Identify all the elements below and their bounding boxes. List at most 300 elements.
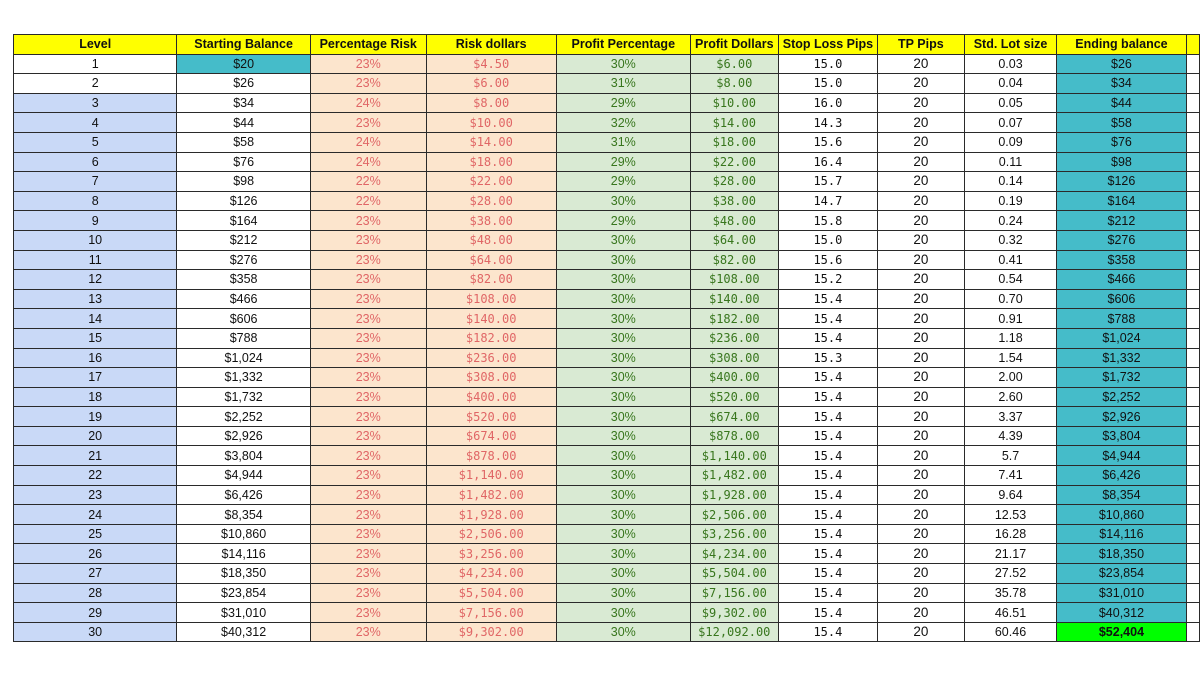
profit-dollars-cell[interactable]: $5,504.00 [690,564,778,584]
extra-column-cell[interactable] [1186,172,1199,192]
header-percentage-risk[interactable]: Percentage Risk [310,35,426,55]
profit-dollars-cell[interactable]: $22.00 [690,152,778,172]
percentage-risk-cell[interactable]: 23% [310,466,426,486]
risk-dollars-cell[interactable]: $878.00 [426,446,556,466]
std-lot-size-cell[interactable]: 0.32 [964,230,1057,250]
tp-pips-cell[interactable]: 20 [878,603,965,623]
profit-percentage-cell[interactable]: 31% [556,74,690,94]
header-starting-balance[interactable]: Starting Balance [177,35,310,55]
profit-percentage-cell[interactable]: 29% [556,93,690,113]
percentage-risk-cell[interactable]: 23% [310,74,426,94]
tp-pips-cell[interactable]: 20 [878,348,965,368]
ending-balance-cell[interactable]: $1,024 [1057,328,1186,348]
stop-loss-pips-cell[interactable]: 15.4 [778,446,877,466]
std-lot-size-cell[interactable]: 21.17 [964,544,1057,564]
tp-pips-cell[interactable]: 20 [878,524,965,544]
extra-column-cell[interactable] [1186,446,1199,466]
level-cell[interactable]: 8 [14,191,177,211]
level-cell[interactable]: 13 [14,289,177,309]
header-level[interactable]: Level [14,35,177,55]
extra-column-cell[interactable] [1186,191,1199,211]
tp-pips-cell[interactable]: 20 [878,544,965,564]
ending-balance-cell[interactable]: $8,354 [1057,485,1186,505]
extra-column-cell[interactable] [1186,54,1199,74]
extra-column-cell[interactable] [1186,564,1199,584]
starting-balance-cell[interactable]: $466 [177,289,310,309]
profit-dollars-cell[interactable]: $64.00 [690,230,778,250]
profit-dollars-cell[interactable]: $6.00 [690,54,778,74]
percentage-risk-cell[interactable]: 23% [310,485,426,505]
profit-percentage-cell[interactable]: 30% [556,485,690,505]
risk-dollars-cell[interactable]: $182.00 [426,328,556,348]
extra-column-cell[interactable] [1186,211,1199,231]
level-cell[interactable]: 29 [14,603,177,623]
level-cell[interactable]: 5 [14,132,177,152]
profit-dollars-cell[interactable]: $14.00 [690,113,778,133]
header-ending-balance[interactable]: Ending balance [1057,35,1186,55]
starting-balance-cell[interactable]: $164 [177,211,310,231]
percentage-risk-cell[interactable]: 23% [310,622,426,642]
profit-dollars-cell[interactable]: $236.00 [690,328,778,348]
stop-loss-pips-cell[interactable]: 14.7 [778,191,877,211]
tp-pips-cell[interactable]: 20 [878,466,965,486]
profit-dollars-cell[interactable]: $48.00 [690,211,778,231]
std-lot-size-cell[interactable]: 1.18 [964,328,1057,348]
profit-percentage-cell[interactable]: 30% [556,622,690,642]
profit-percentage-cell[interactable]: 30% [556,407,690,427]
starting-balance-cell[interactable]: $10,860 [177,524,310,544]
std-lot-size-cell[interactable]: 0.05 [964,93,1057,113]
tp-pips-cell[interactable]: 20 [878,93,965,113]
level-cell[interactable]: 18 [14,387,177,407]
tp-pips-cell[interactable]: 20 [878,505,965,525]
stop-loss-pips-cell[interactable]: 16.0 [778,93,877,113]
stop-loss-pips-cell[interactable]: 15.4 [778,505,877,525]
header-std-lot-size[interactable]: Std. Lot size [964,35,1057,55]
std-lot-size-cell[interactable]: 0.70 [964,289,1057,309]
profit-percentage-cell[interactable]: 31% [556,132,690,152]
ending-balance-cell[interactable]: $76 [1057,132,1186,152]
std-lot-size-cell[interactable]: 0.07 [964,113,1057,133]
level-cell[interactable]: 1 [14,54,177,74]
profit-percentage-cell[interactable]: 30% [556,54,690,74]
ending-balance-cell[interactable]: $58 [1057,113,1186,133]
starting-balance-cell[interactable]: $20 [177,54,310,74]
profit-percentage-cell[interactable]: 30% [556,603,690,623]
tp-pips-cell[interactable]: 20 [878,387,965,407]
std-lot-size-cell[interactable]: 46.51 [964,603,1057,623]
ending-balance-cell[interactable]: $98 [1057,152,1186,172]
risk-dollars-cell[interactable]: $108.00 [426,289,556,309]
extra-column-cell[interactable] [1186,230,1199,250]
profit-dollars-cell[interactable]: $520.00 [690,387,778,407]
profit-dollars-cell[interactable]: $3,256.00 [690,524,778,544]
tp-pips-cell[interactable]: 20 [878,485,965,505]
percentage-risk-cell[interactable]: 23% [310,368,426,388]
tp-pips-cell[interactable]: 20 [878,328,965,348]
starting-balance-cell[interactable]: $3,804 [177,446,310,466]
profit-dollars-cell[interactable]: $8.00 [690,74,778,94]
tp-pips-cell[interactable]: 20 [878,368,965,388]
std-lot-size-cell[interactable]: 35.78 [964,583,1057,603]
ending-balance-cell[interactable]: $212 [1057,211,1186,231]
percentage-risk-cell[interactable]: 24% [310,152,426,172]
profit-percentage-cell[interactable]: 30% [556,387,690,407]
ending-balance-cell[interactable]: $44 [1057,93,1186,113]
stop-loss-pips-cell[interactable]: 15.4 [778,524,877,544]
starting-balance-cell[interactable]: $23,854 [177,583,310,603]
risk-dollars-cell[interactable]: $7,156.00 [426,603,556,623]
percentage-risk-cell[interactable]: 23% [310,309,426,329]
profit-percentage-cell[interactable]: 30% [556,466,690,486]
risk-dollars-cell[interactable]: $4,234.00 [426,564,556,584]
profit-dollars-cell[interactable]: $38.00 [690,191,778,211]
percentage-risk-cell[interactable]: 23% [310,270,426,290]
starting-balance-cell[interactable]: $6,426 [177,485,310,505]
extra-column-cell[interactable] [1186,407,1199,427]
tp-pips-cell[interactable]: 20 [878,270,965,290]
profit-percentage-cell[interactable]: 30% [556,564,690,584]
extra-column-cell[interactable] [1186,466,1199,486]
risk-dollars-cell[interactable]: $140.00 [426,309,556,329]
percentage-risk-cell[interactable]: 23% [310,564,426,584]
profit-percentage-cell[interactable]: 30% [556,270,690,290]
profit-dollars-cell[interactable]: $140.00 [690,289,778,309]
level-cell[interactable]: 19 [14,407,177,427]
risk-dollars-cell[interactable]: $1,140.00 [426,466,556,486]
profit-percentage-cell[interactable]: 30% [556,191,690,211]
ending-balance-cell[interactable]: $10,860 [1057,505,1186,525]
risk-dollars-cell[interactable]: $14.00 [426,132,556,152]
std-lot-size-cell[interactable]: 0.24 [964,211,1057,231]
risk-dollars-cell[interactable]: $1,928.00 [426,505,556,525]
percentage-risk-cell[interactable]: 22% [310,172,426,192]
level-cell[interactable]: 28 [14,583,177,603]
extra-column-cell[interactable] [1186,152,1199,172]
tp-pips-cell[interactable]: 20 [878,289,965,309]
risk-dollars-cell[interactable]: $10.00 [426,113,556,133]
std-lot-size-cell[interactable]: 0.14 [964,172,1057,192]
percentage-risk-cell[interactable]: 23% [310,328,426,348]
level-cell[interactable]: 2 [14,74,177,94]
tp-pips-cell[interactable]: 20 [878,583,965,603]
profit-dollars-cell[interactable]: $1,140.00 [690,446,778,466]
std-lot-size-cell[interactable]: 0.41 [964,250,1057,270]
risk-dollars-cell[interactable]: $18.00 [426,152,556,172]
stop-loss-pips-cell[interactable]: 15.8 [778,211,877,231]
starting-balance-cell[interactable]: $2,252 [177,407,310,427]
profit-dollars-cell[interactable]: $1,482.00 [690,466,778,486]
percentage-risk-cell[interactable]: 23% [310,544,426,564]
profit-dollars-cell[interactable]: $28.00 [690,172,778,192]
percentage-risk-cell[interactable]: 23% [310,505,426,525]
percentage-risk-cell[interactable]: 23% [310,407,426,427]
std-lot-size-cell[interactable]: 1.54 [964,348,1057,368]
extra-column-cell[interactable] [1186,270,1199,290]
starting-balance-cell[interactable]: $606 [177,309,310,329]
percentage-risk-cell[interactable]: 22% [310,191,426,211]
stop-loss-pips-cell[interactable]: 15.2 [778,270,877,290]
percentage-risk-cell[interactable]: 24% [310,132,426,152]
tp-pips-cell[interactable]: 20 [878,152,965,172]
risk-dollars-cell[interactable]: $1,482.00 [426,485,556,505]
stop-loss-pips-cell[interactable]: 15.4 [778,583,877,603]
extra-column-cell[interactable] [1186,485,1199,505]
profit-percentage-cell[interactable]: 29% [556,211,690,231]
profit-dollars-cell[interactable]: $674.00 [690,407,778,427]
std-lot-size-cell[interactable]: 0.19 [964,191,1057,211]
percentage-risk-cell[interactable]: 23% [310,230,426,250]
starting-balance-cell[interactable]: $26 [177,74,310,94]
starting-balance-cell[interactable]: $18,350 [177,564,310,584]
percentage-risk-cell[interactable]: 23% [310,113,426,133]
extra-column-cell[interactable] [1186,348,1199,368]
starting-balance-cell[interactable]: $76 [177,152,310,172]
stop-loss-pips-cell[interactable]: 15.6 [778,250,877,270]
stop-loss-pips-cell[interactable]: 15.3 [778,348,877,368]
starting-balance-cell[interactable]: $2,926 [177,426,310,446]
percentage-risk-cell[interactable]: 23% [310,348,426,368]
profit-dollars-cell[interactable]: $308.00 [690,348,778,368]
profit-percentage-cell[interactable]: 30% [556,250,690,270]
level-cell[interactable]: 16 [14,348,177,368]
stop-loss-pips-cell[interactable]: 14.3 [778,113,877,133]
risk-dollars-cell[interactable]: $8.00 [426,93,556,113]
profit-percentage-cell[interactable]: 29% [556,172,690,192]
risk-dollars-cell[interactable]: $9,302.00 [426,622,556,642]
risk-dollars-cell[interactable]: $520.00 [426,407,556,427]
risk-dollars-cell[interactable]: $64.00 [426,250,556,270]
std-lot-size-cell[interactable]: 27.52 [964,564,1057,584]
extra-column-cell[interactable] [1186,524,1199,544]
level-cell[interactable]: 10 [14,230,177,250]
header-extra-column[interactable] [1186,35,1199,55]
tp-pips-cell[interactable]: 20 [878,230,965,250]
profit-percentage-cell[interactable]: 30% [556,524,690,544]
stop-loss-pips-cell[interactable]: 15.4 [778,387,877,407]
ending-balance-cell[interactable]: $358 [1057,250,1186,270]
level-cell[interactable]: 30 [14,622,177,642]
std-lot-size-cell[interactable]: 0.54 [964,270,1057,290]
std-lot-size-cell[interactable]: 7.41 [964,466,1057,486]
level-cell[interactable]: 14 [14,309,177,329]
stop-loss-pips-cell[interactable]: 15.4 [778,309,877,329]
extra-column-cell[interactable] [1186,250,1199,270]
level-cell[interactable]: 9 [14,211,177,231]
stop-loss-pips-cell[interactable]: 15.4 [778,485,877,505]
profit-percentage-cell[interactable]: 30% [556,426,690,446]
profit-dollars-cell[interactable]: $2,506.00 [690,505,778,525]
percentage-risk-cell[interactable]: 23% [310,583,426,603]
extra-column-cell[interactable] [1186,113,1199,133]
risk-dollars-cell[interactable]: $4.50 [426,54,556,74]
stop-loss-pips-cell[interactable]: 15.4 [778,544,877,564]
stop-loss-pips-cell[interactable]: 15.0 [778,230,877,250]
ending-balance-cell[interactable]: $1,332 [1057,348,1186,368]
stop-loss-pips-cell[interactable]: 15.4 [778,289,877,309]
level-cell[interactable]: 12 [14,270,177,290]
risk-dollars-cell[interactable]: $38.00 [426,211,556,231]
stop-loss-pips-cell[interactable]: 15.4 [778,622,877,642]
profit-percentage-cell[interactable]: 30% [556,368,690,388]
starting-balance-cell[interactable]: $34 [177,93,310,113]
std-lot-size-cell[interactable]: 5.7 [964,446,1057,466]
percentage-risk-cell[interactable]: 23% [310,603,426,623]
level-cell[interactable]: 17 [14,368,177,388]
profit-percentage-cell[interactable]: 30% [556,505,690,525]
stop-loss-pips-cell[interactable]: 15.4 [778,466,877,486]
extra-column-cell[interactable] [1186,328,1199,348]
std-lot-size-cell[interactable]: 2.60 [964,387,1057,407]
ending-balance-cell[interactable]: $126 [1057,172,1186,192]
std-lot-size-cell[interactable]: 4.39 [964,426,1057,446]
ending-balance-cell[interactable]: $26 [1057,54,1186,74]
ending-balance-cell[interactable]: $276 [1057,230,1186,250]
risk-dollars-cell[interactable]: $2,506.00 [426,524,556,544]
starting-balance-cell[interactable]: $58 [177,132,310,152]
tp-pips-cell[interactable]: 20 [878,622,965,642]
level-cell[interactable]: 23 [14,485,177,505]
profit-dollars-cell[interactable]: $400.00 [690,368,778,388]
ending-balance-cell[interactable]: $2,252 [1057,387,1186,407]
ending-balance-cell[interactable]: $3,804 [1057,426,1186,446]
tp-pips-cell[interactable]: 20 [878,74,965,94]
risk-dollars-cell[interactable]: $48.00 [426,230,556,250]
ending-balance-cell[interactable]: $14,116 [1057,524,1186,544]
stop-loss-pips-cell[interactable]: 15.0 [778,54,877,74]
stop-loss-pips-cell[interactable]: 16.4 [778,152,877,172]
extra-column-cell[interactable] [1186,583,1199,603]
percentage-risk-cell[interactable]: 23% [310,211,426,231]
starting-balance-cell[interactable]: $212 [177,230,310,250]
level-cell[interactable]: 25 [14,524,177,544]
std-lot-size-cell[interactable]: 0.91 [964,309,1057,329]
header-risk-dollars[interactable]: Risk dollars [426,35,556,55]
ending-balance-cell[interactable]: $2,926 [1057,407,1186,427]
profit-dollars-cell[interactable]: $1,928.00 [690,485,778,505]
std-lot-size-cell[interactable]: 2.00 [964,368,1057,388]
risk-dollars-cell[interactable]: $82.00 [426,270,556,290]
profit-dollars-cell[interactable]: $10.00 [690,93,778,113]
stop-loss-pips-cell[interactable]: 15.4 [778,368,877,388]
extra-column-cell[interactable] [1186,622,1199,642]
percentage-risk-cell[interactable]: 23% [310,446,426,466]
percentage-risk-cell[interactable]: 24% [310,93,426,113]
tp-pips-cell[interactable]: 20 [878,191,965,211]
extra-column-cell[interactable] [1186,387,1199,407]
tp-pips-cell[interactable]: 20 [878,54,965,74]
tp-pips-cell[interactable]: 20 [878,309,965,329]
ending-balance-cell[interactable]: $466 [1057,270,1186,290]
level-cell[interactable]: 27 [14,564,177,584]
profit-dollars-cell[interactable]: $9,302.00 [690,603,778,623]
extra-column-cell[interactable] [1186,426,1199,446]
risk-dollars-cell[interactable]: $674.00 [426,426,556,446]
level-cell[interactable]: 22 [14,466,177,486]
risk-dollars-cell[interactable]: $308.00 [426,368,556,388]
extra-column-cell[interactable] [1186,544,1199,564]
percentage-risk-cell[interactable]: 23% [310,54,426,74]
extra-column-cell[interactable] [1186,368,1199,388]
risk-dollars-cell[interactable]: $6.00 [426,74,556,94]
std-lot-size-cell[interactable]: 60.46 [964,622,1057,642]
starting-balance-cell[interactable]: $14,116 [177,544,310,564]
ending-balance-cell[interactable]: $788 [1057,309,1186,329]
tp-pips-cell[interactable]: 20 [878,250,965,270]
extra-column-cell[interactable] [1186,505,1199,525]
starting-balance-cell[interactable]: $4,944 [177,466,310,486]
profit-dollars-cell[interactable]: $82.00 [690,250,778,270]
std-lot-size-cell[interactable]: 0.09 [964,132,1057,152]
extra-column-cell[interactable] [1186,132,1199,152]
profit-percentage-cell[interactable]: 30% [556,348,690,368]
header-tp-pips[interactable]: TP Pips [878,35,965,55]
extra-column-cell[interactable] [1186,74,1199,94]
starting-balance-cell[interactable]: $1,332 [177,368,310,388]
percentage-risk-cell[interactable]: 23% [310,426,426,446]
risk-dollars-cell[interactable]: $3,256.00 [426,544,556,564]
profit-percentage-cell[interactable]: 29% [556,152,690,172]
level-cell[interactable]: 24 [14,505,177,525]
stop-loss-pips-cell[interactable]: 15.4 [778,328,877,348]
profit-dollars-cell[interactable]: $182.00 [690,309,778,329]
ending-balance-cell[interactable]: $18,350 [1057,544,1186,564]
risk-dollars-cell[interactable]: $28.00 [426,191,556,211]
level-cell[interactable]: 21 [14,446,177,466]
tp-pips-cell[interactable]: 20 [878,564,965,584]
header-profit-dollars[interactable]: Profit Dollars [690,35,778,55]
extra-column-cell[interactable] [1186,289,1199,309]
tp-pips-cell[interactable]: 20 [878,172,965,192]
risk-dollars-cell[interactable]: $22.00 [426,172,556,192]
std-lot-size-cell[interactable]: 3.37 [964,407,1057,427]
profit-percentage-cell[interactable]: 30% [556,309,690,329]
profit-dollars-cell[interactable]: $108.00 [690,270,778,290]
profit-percentage-cell[interactable]: 30% [556,230,690,250]
starting-balance-cell[interactable]: $276 [177,250,310,270]
level-cell[interactable]: 6 [14,152,177,172]
starting-balance-cell[interactable]: $358 [177,270,310,290]
starting-balance-cell[interactable]: $44 [177,113,310,133]
std-lot-size-cell[interactable]: 16.28 [964,524,1057,544]
percentage-risk-cell[interactable]: 23% [310,289,426,309]
starting-balance-cell[interactable]: $788 [177,328,310,348]
ending-balance-cell[interactable]: $164 [1057,191,1186,211]
level-cell[interactable]: 11 [14,250,177,270]
level-cell[interactable]: 7 [14,172,177,192]
extra-column-cell[interactable] [1186,93,1199,113]
profit-dollars-cell[interactable]: $4,234.00 [690,544,778,564]
extra-column-cell[interactable] [1186,309,1199,329]
std-lot-size-cell[interactable]: 9.64 [964,485,1057,505]
tp-pips-cell[interactable]: 20 [878,132,965,152]
tp-pips-cell[interactable]: 20 [878,211,965,231]
starting-balance-cell[interactable]: $98 [177,172,310,192]
ending-balance-cell[interactable]: $606 [1057,289,1186,309]
tp-pips-cell[interactable]: 20 [878,113,965,133]
profit-dollars-cell[interactable]: $878.00 [690,426,778,446]
stop-loss-pips-cell[interactable]: 15.4 [778,603,877,623]
ending-balance-cell[interactable]: $31,010 [1057,583,1186,603]
header-stop-loss-pips[interactable]: Stop Loss Pips [778,35,877,55]
stop-loss-pips-cell[interactable]: 15.6 [778,132,877,152]
profit-percentage-cell[interactable]: 30% [556,328,690,348]
stop-loss-pips-cell[interactable]: 15.4 [778,426,877,446]
percentage-risk-cell[interactable]: 23% [310,250,426,270]
ending-balance-cell[interactable]: $23,854 [1057,564,1186,584]
ending-balance-cell[interactable]: $1,732 [1057,368,1186,388]
std-lot-size-cell[interactable]: 0.04 [964,74,1057,94]
